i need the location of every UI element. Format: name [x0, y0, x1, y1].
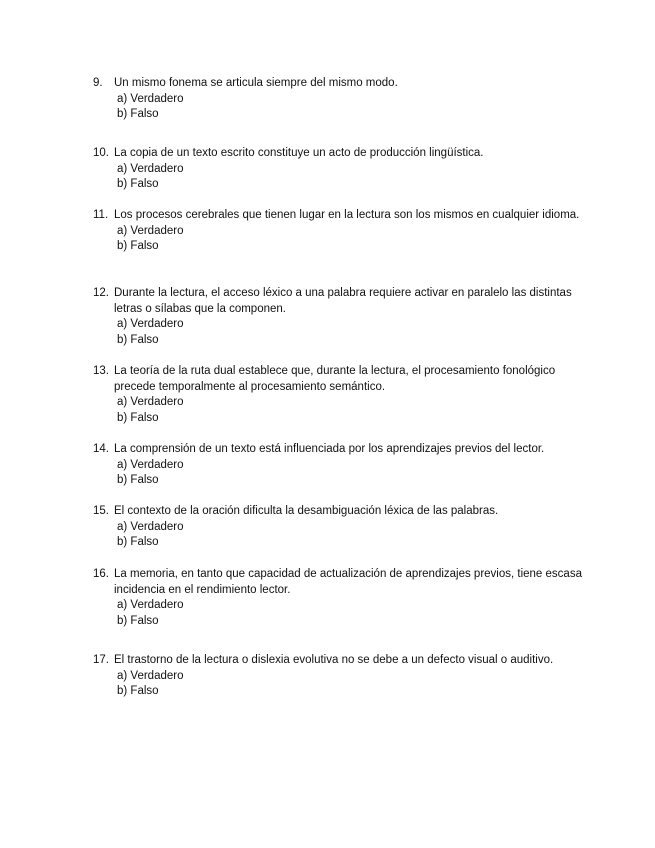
question-text: El contexto de la oración dificulta la desambiguación léxica de las palabras. [114, 505, 499, 517]
question-stem [93, 76, 583, 92]
question-stem [93, 286, 583, 317]
answer-options [93, 520, 583, 551]
answer-options [93, 669, 583, 700]
option-true: a) Verdadero [117, 318, 184, 331]
question-text: Durante la lectura, el acceso léxico a una palabra requiere activar en paralelo las distintas letras o sílabas que la componen. [114, 287, 572, 315]
question-15 [93, 504, 583, 551]
question-number: 15. [93, 505, 109, 517]
question-stem [93, 146, 583, 162]
option-false: b) Falso [117, 108, 159, 121]
option-true: a) Verdadero [117, 669, 184, 682]
answer-options [93, 317, 583, 348]
question-number: 16. [93, 568, 109, 580]
question-9 [93, 76, 583, 123]
question-number: 12. [93, 287, 109, 299]
question-text: Los procesos cerebrales que tienen lugar en la lectura son los mismos en cualquier idioma. [114, 209, 580, 221]
question-number: 13. [93, 365, 109, 377]
option-true: a) Verdadero [117, 458, 184, 471]
option-false: b) Falso [117, 614, 159, 627]
option-true: a) Verdadero [117, 162, 184, 175]
question-10 [93, 146, 583, 193]
question-number: 11. [93, 209, 109, 221]
question-text: La copia de un texto escrito constituye un acto de producción lingüística. [114, 147, 484, 159]
question-number: 14. [93, 443, 109, 455]
question-number: 9. [93, 77, 103, 89]
question-text: Un mismo fonema se articula siempre del mismo modo. [114, 77, 398, 89]
question-stem [93, 567, 583, 598]
question-stem [93, 364, 583, 395]
question-stem [93, 504, 583, 520]
question-13 [93, 364, 583, 426]
option-false: b) Falso [117, 536, 159, 549]
question-14 [93, 442, 583, 489]
option-false: b) Falso [117, 474, 159, 487]
option-true: a) Verdadero [117, 599, 184, 612]
answer-options [93, 458, 583, 489]
question-text: La memoria, en tanto que capacidad de actualización de aprendizajes previos, tiene escasa incidencia en el rendimiento lector. [114, 568, 582, 596]
option-true: a) Verdadero [117, 396, 184, 409]
answer-options [93, 162, 583, 193]
question-stem [93, 208, 583, 224]
option-false: b) Falso [117, 685, 159, 698]
question-12 [93, 286, 583, 348]
question-17 [93, 653, 583, 700]
option-false: b) Falso [117, 333, 159, 346]
answer-options [93, 395, 583, 426]
question-number: 10. [93, 147, 109, 159]
question-text: La teoría de la ruta dual establece que, durante la lectura, el procesamiento fonológico precede temporalmente al procesamiento semántico. [114, 365, 556, 393]
question-11 [93, 208, 583, 255]
option-false: b) Falso [117, 411, 159, 424]
answer-options [93, 92, 583, 123]
question-16 [93, 567, 583, 629]
option-true: a) Verdadero [117, 92, 184, 105]
option-true: a) Verdadero [117, 224, 184, 237]
question-stem [93, 653, 583, 669]
option-true: a) Verdadero [117, 520, 184, 533]
answer-options [93, 224, 583, 255]
question-stem [93, 442, 583, 458]
question-text: La comprensión de un texto está influenciada por los aprendizajes previos del lector. [114, 443, 545, 455]
question-number: 17. [93, 654, 109, 666]
option-false: b) Falso [117, 240, 159, 253]
answer-options [93, 598, 583, 629]
option-false: b) Falso [117, 178, 159, 191]
question-text: El trastorno de la lectura o dislexia evolutiva no se debe a un defecto visual o auditivo. [114, 654, 554, 666]
